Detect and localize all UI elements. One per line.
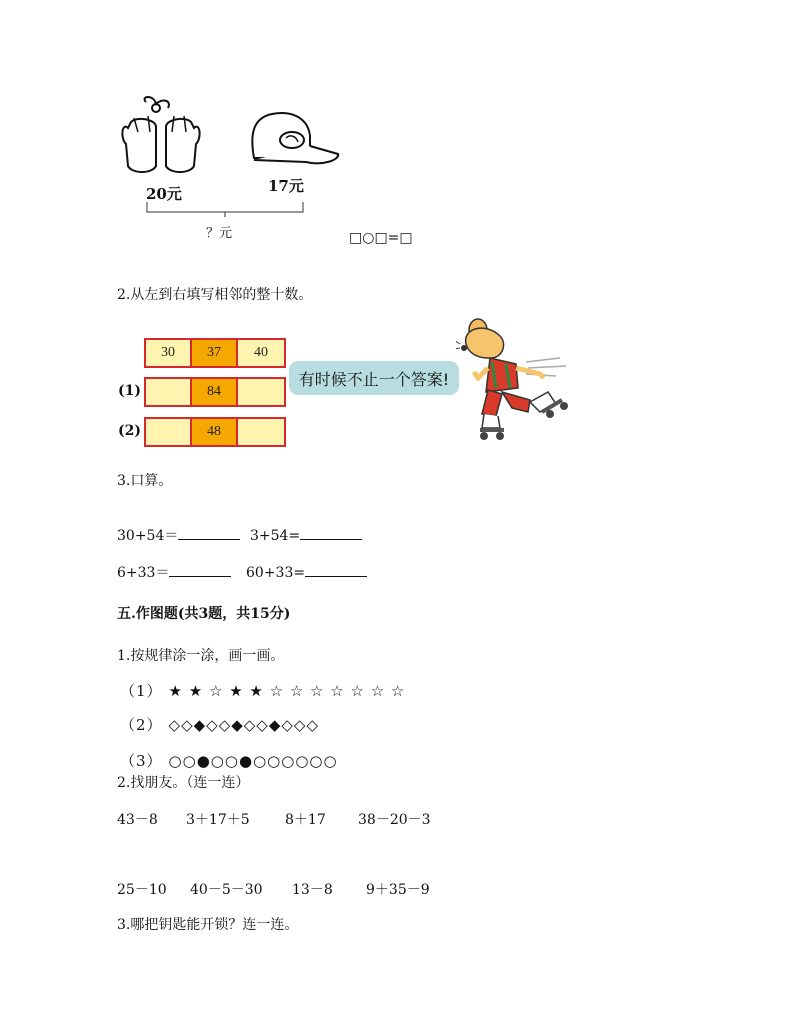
calc-expression: 60+33= bbox=[246, 565, 306, 581]
row-label: （1） bbox=[120, 682, 163, 700]
example-number-row bbox=[144, 338, 286, 368]
bottom-expression[interactable]: 13－8 bbox=[292, 882, 333, 898]
oral-calc-item bbox=[117, 562, 231, 582]
equation-blanks: □○□=□ bbox=[349, 230, 413, 246]
price-left: 20元 bbox=[146, 185, 182, 203]
answer-blank[interactable] bbox=[178, 525, 240, 540]
section5-title: 五.作图题(共3题，共15分) bbox=[117, 606, 291, 622]
top-expression[interactable]: 8＋17 bbox=[285, 812, 326, 828]
answer-blank-cell[interactable] bbox=[238, 419, 284, 445]
answer-row-2 bbox=[144, 417, 286, 447]
q2-title: 2.从左到右填写相邻的整十数。 bbox=[117, 287, 313, 303]
star-sequence: ★ ★ ☆ ★ ★ ☆ ☆ ☆ ☆ ☆ ☆ ☆ bbox=[168, 682, 406, 700]
example-cell: 37 bbox=[192, 340, 238, 366]
given-number-cell: 84 bbox=[192, 379, 238, 405]
s5-q3-title: 3.哪把钥匙能开锁？连一连。 bbox=[117, 917, 299, 933]
oral-calc-item bbox=[117, 525, 240, 545]
total-bracket bbox=[146, 202, 304, 222]
oral-calc-item bbox=[246, 562, 367, 581]
answer-blank-cell[interactable] bbox=[238, 379, 284, 405]
calc-expression: 3+54= bbox=[250, 528, 301, 544]
answer-blank-cell[interactable] bbox=[146, 379, 192, 405]
q3-title: 3.口算。 bbox=[117, 473, 173, 489]
row1-label: (1) bbox=[118, 383, 141, 399]
circle-sequence: ○○●○○●○○○○○○ bbox=[168, 752, 338, 770]
diamond-sequence: ◇◇◆◇◇◆◇◇◆◇◇◇ bbox=[168, 716, 319, 734]
oral-calc-item bbox=[250, 525, 362, 544]
mittens-illustration bbox=[118, 96, 204, 180]
star-pattern-row bbox=[120, 680, 411, 701]
bottom-expression[interactable]: 9＋35－9 bbox=[366, 882, 430, 898]
answer-blank-cell[interactable] bbox=[146, 419, 192, 445]
example-cell: 30 bbox=[146, 340, 192, 366]
answer-blank[interactable] bbox=[169, 562, 231, 577]
answer-blank[interactable] bbox=[300, 525, 362, 540]
bottom-expression[interactable]: 40－5－30 bbox=[190, 882, 263, 898]
hint-bubble: 有时候不止一个答案! bbox=[289, 361, 459, 395]
cap-illustration bbox=[246, 106, 342, 174]
s5-q1-title: 1.按规律涂一涂，画一画。 bbox=[117, 648, 285, 664]
top-expression[interactable]: 3＋17＋5 bbox=[186, 812, 250, 828]
answer-blank[interactable] bbox=[305, 562, 367, 577]
skating-mouse-illustration bbox=[456, 318, 586, 450]
row2-label: (2) bbox=[118, 423, 141, 439]
diamond-pattern-row bbox=[120, 714, 325, 735]
bottom-expression[interactable]: 25－10 bbox=[117, 882, 167, 898]
answer-row-1 bbox=[144, 377, 286, 407]
given-number-cell: 48 bbox=[192, 419, 238, 445]
total-label: ？元 bbox=[206, 226, 233, 241]
example-cell: 40 bbox=[238, 340, 284, 366]
s5-q2-title: 2.找朋友。（连一连） bbox=[117, 775, 250, 791]
price-right: 17元 bbox=[268, 177, 304, 195]
top-expression[interactable]: 38－20－3 bbox=[358, 812, 431, 828]
calc-expression: 30+54＝ bbox=[117, 528, 179, 544]
top-expression[interactable]: 43－8 bbox=[117, 812, 158, 828]
row-label: （2） bbox=[120, 716, 163, 734]
circle-pattern-row bbox=[120, 750, 344, 771]
row-label: （3） bbox=[120, 752, 163, 770]
calc-expression: 6+33＝ bbox=[117, 565, 170, 581]
